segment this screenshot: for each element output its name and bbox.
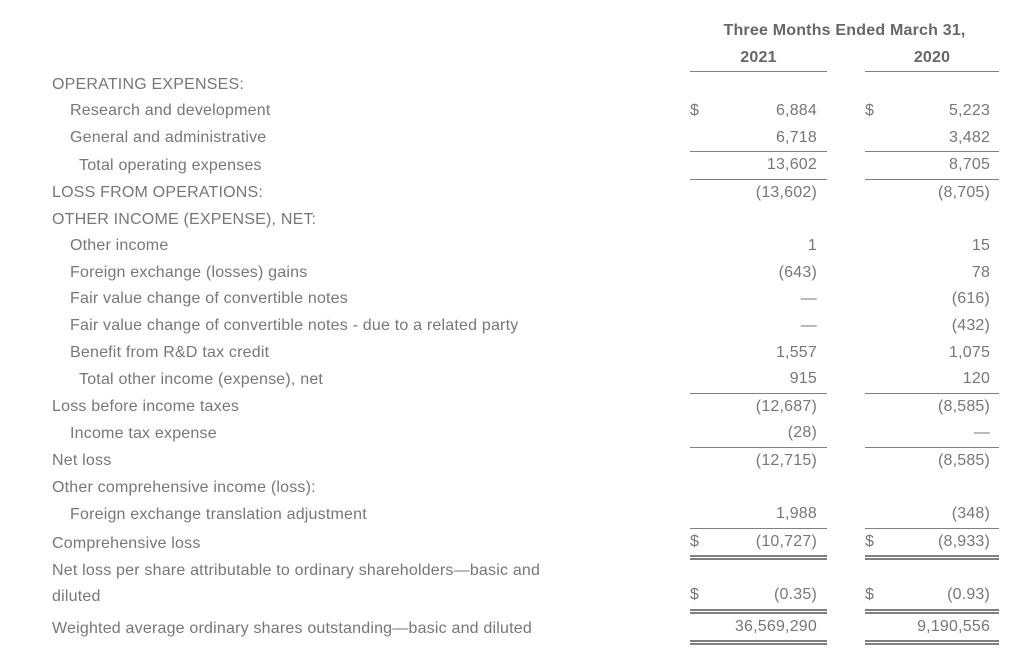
column-gap: [827, 393, 865, 420]
row-label: Fair value change of convertible notes: [70, 290, 348, 308]
dollar-sign-2021: [690, 313, 720, 340]
dollar-sign-2021: [690, 393, 720, 420]
table-row: [52, 98, 999, 125]
dollar-sign-2021: $: [690, 558, 720, 611]
table-row: [52, 528, 999, 558]
dollar-sign-2021: $: [690, 528, 720, 558]
value-2021: (12,715): [755, 452, 817, 469]
value-2020: (432): [951, 317, 991, 335]
dollar-sign-2020: $: [865, 558, 895, 611]
dollar-sign-2021: [690, 448, 720, 475]
table-row: [52, 260, 999, 287]
table-row: [52, 152, 999, 180]
column-gap: [827, 180, 865, 207]
value-2020: 15: [971, 237, 991, 255]
header-spacer: [52, 18, 690, 45]
period-header-row: [52, 18, 999, 45]
row-spacer: [564, 313, 690, 340]
value-2020: 120: [895, 366, 999, 393]
column-gap: [827, 286, 865, 313]
row-spacer: [564, 286, 690, 313]
value-2020: 3,482: [895, 125, 999, 152]
column-header-2021: 2021: [690, 45, 827, 72]
value-2021: [720, 72, 827, 99]
dollar-sign-2021: $: [690, 102, 700, 120]
table-row: [52, 286, 999, 313]
dollar-sign-2020: [865, 233, 895, 260]
dollar-sign-2021: [690, 340, 720, 367]
value-2020: (348): [895, 501, 999, 528]
dollar-sign-2020: [865, 340, 895, 367]
value-2021: 1,557: [775, 343, 817, 361]
column-gap: [827, 420, 865, 447]
dollar-sign-2021: [690, 475, 720, 502]
row-label: Net loss per share attributable to ordinary shareholders—basic and diluted: [52, 561, 541, 606]
row-label: General and administrative: [70, 129, 267, 147]
table-row: [52, 475, 999, 502]
row-label: Net loss: [52, 452, 112, 469]
dollar-sign-2020: [865, 260, 895, 287]
dollar-sign-2021: [690, 180, 720, 207]
table-row: [52, 366, 999, 393]
row-label: Fair value change of convertible notes - due to a related party: [70, 317, 519, 335]
column-gap: [827, 528, 865, 558]
column-gap: [827, 313, 865, 340]
row-label: Loss before income taxes: [52, 397, 240, 415]
value-2021: [720, 207, 827, 234]
value-2021: 6,718: [720, 125, 827, 152]
value-2020: 78: [971, 263, 991, 281]
row-spacer: [564, 98, 690, 125]
value-2021: (0.35): [720, 558, 827, 611]
column-gap: [827, 207, 865, 234]
dollar-sign-2021: [690, 72, 720, 99]
dollar-sign-2021: [690, 125, 720, 152]
column-gap: [827, 501, 865, 528]
row-label: Benefit from R&D tax credit: [70, 343, 270, 361]
row-label: Income tax expense: [70, 424, 217, 442]
value-2021: (10,727): [720, 528, 827, 558]
value-2020: (8,585): [937, 397, 991, 415]
row-spacer: [564, 340, 690, 367]
value-2020: 5,223: [949, 102, 991, 120]
table-row: [52, 501, 999, 528]
column-gap: [827, 45, 865, 72]
row-spacer: [564, 125, 690, 152]
dollar-sign-2020: [865, 393, 895, 420]
dollar-sign-2020: [865, 475, 895, 502]
column-gap: [827, 72, 865, 99]
column-gap: [827, 558, 865, 611]
column-header-2020: 2020: [865, 45, 999, 72]
dollar-sign-2021: [690, 420, 720, 447]
column-gap: [827, 125, 865, 152]
row-spacer: [564, 233, 690, 260]
table-row: [52, 313, 999, 340]
column-gap: [827, 98, 865, 125]
table-row: [52, 393, 999, 420]
row-label: Research and development: [70, 102, 271, 120]
table-body: [52, 72, 999, 643]
row-spacer: [564, 72, 690, 99]
dollar-sign-2020: [865, 313, 895, 340]
value-2020: (8,585): [937, 452, 991, 469]
income-statement-table: [52, 18, 999, 645]
row-spacer: [564, 475, 690, 502]
dollar-sign-2020: [865, 286, 895, 313]
value-2021: 1: [807, 237, 817, 255]
column-gap: [827, 366, 865, 393]
row-label: Total other income (expense), net: [79, 370, 324, 388]
dollar-sign-2021: [690, 286, 720, 313]
dollar-sign-2020: [865, 420, 895, 447]
dollar-sign-2020: [865, 611, 895, 643]
table-row: [52, 448, 999, 475]
row-spacer: [564, 528, 690, 558]
table-row: [52, 125, 999, 152]
dollar-sign-2020: [865, 501, 895, 528]
row-spacer: [564, 260, 690, 287]
column-gap: [827, 448, 865, 475]
value-2021: 36,569,290: [720, 611, 827, 643]
value-2020: (0.93): [895, 558, 999, 611]
table-row: [52, 72, 999, 99]
dollar-sign-2020: [865, 72, 895, 99]
value-2020: (8,705): [937, 184, 991, 202]
value-2021: (28): [720, 420, 827, 447]
table-header: [52, 18, 999, 72]
column-gap: [827, 611, 865, 643]
row-label: Foreign exchange (losses) gains: [70, 263, 308, 281]
value-2021: —: [800, 290, 817, 308]
dollar-sign-2021: [690, 152, 720, 180]
value-2021: 1,988: [720, 501, 827, 528]
dollar-sign-2021: [690, 233, 720, 260]
value-2020: (8,933): [895, 528, 999, 558]
row-spacer: [564, 180, 690, 207]
column-gap: [827, 475, 865, 502]
dollar-sign-2020: [865, 180, 895, 207]
row-label: Weighted average ordinary shares outstanding—basic and diluted: [52, 620, 532, 638]
value-2020: [895, 207, 999, 234]
row-label: OPERATING EXPENSES:: [52, 75, 244, 93]
row-label: Total operating expenses: [79, 156, 262, 174]
row-spacer: [564, 366, 690, 393]
value-2020: 1,075: [949, 343, 991, 361]
row-spacer: [564, 448, 690, 475]
dollar-sign-2021: [690, 260, 720, 287]
column-gap: [827, 340, 865, 367]
dollar-sign-2020: [865, 207, 895, 234]
period-header: Three Months Ended March 31,: [723, 22, 966, 39]
table-row: [52, 611, 999, 643]
header-spacer: [52, 45, 690, 72]
row-label: Foreign exchange translation adjustment: [70, 505, 367, 523]
table-row: [52, 558, 999, 611]
year-header-row: [52, 45, 999, 72]
value-2021: 915: [720, 366, 827, 393]
value-2021: —: [800, 317, 817, 335]
row-spacer: [564, 611, 690, 643]
table-row: [52, 233, 999, 260]
value-2020: —: [895, 420, 999, 447]
table-row: [52, 180, 999, 207]
value-2021: (12,687): [755, 397, 817, 415]
table-row: [52, 207, 999, 234]
row-label: Other comprehensive income (loss):: [52, 478, 316, 496]
dollar-sign-2020: [865, 448, 895, 475]
row-spacer: [564, 501, 690, 528]
value-2021: 13,602: [720, 152, 827, 180]
dollar-sign-2021: [690, 611, 720, 643]
row-label: Comprehensive loss: [52, 535, 201, 553]
dollar-sign-2020: [865, 366, 895, 393]
value-2020: 8,705: [895, 152, 999, 180]
value-2020: [895, 475, 999, 502]
value-2020: 9,190,556: [895, 611, 999, 643]
row-label: LOSS FROM OPERATIONS:: [52, 184, 264, 202]
value-2020: [895, 72, 999, 99]
value-2020: (616): [951, 290, 991, 308]
value-2021: [720, 475, 827, 502]
value-2021: (643): [778, 263, 817, 281]
dollar-sign-2021: [690, 501, 720, 528]
value-2021: 6,884: [775, 102, 817, 120]
row-spacer: [564, 393, 690, 420]
dollar-sign-2020: [865, 125, 895, 152]
dollar-sign-2021: [690, 366, 720, 393]
dollar-sign-2021: [690, 207, 720, 234]
dollar-sign-2020: $: [865, 102, 875, 120]
row-label: OTHER INCOME (EXPENSE), NET:: [52, 210, 317, 228]
row-spacer: [564, 420, 690, 447]
table-row: [52, 420, 999, 447]
column-gap: [827, 152, 865, 180]
dollar-sign-2020: [865, 152, 895, 180]
column-gap: [827, 233, 865, 260]
row-spacer: [564, 207, 690, 234]
row-spacer: [564, 152, 690, 180]
row-label: Other income: [70, 237, 169, 255]
table-row: [52, 340, 999, 367]
column-gap: [827, 260, 865, 287]
dollar-sign-2020: $: [865, 528, 895, 558]
row-spacer: [564, 558, 690, 611]
value-2021: (13,602): [755, 184, 817, 202]
